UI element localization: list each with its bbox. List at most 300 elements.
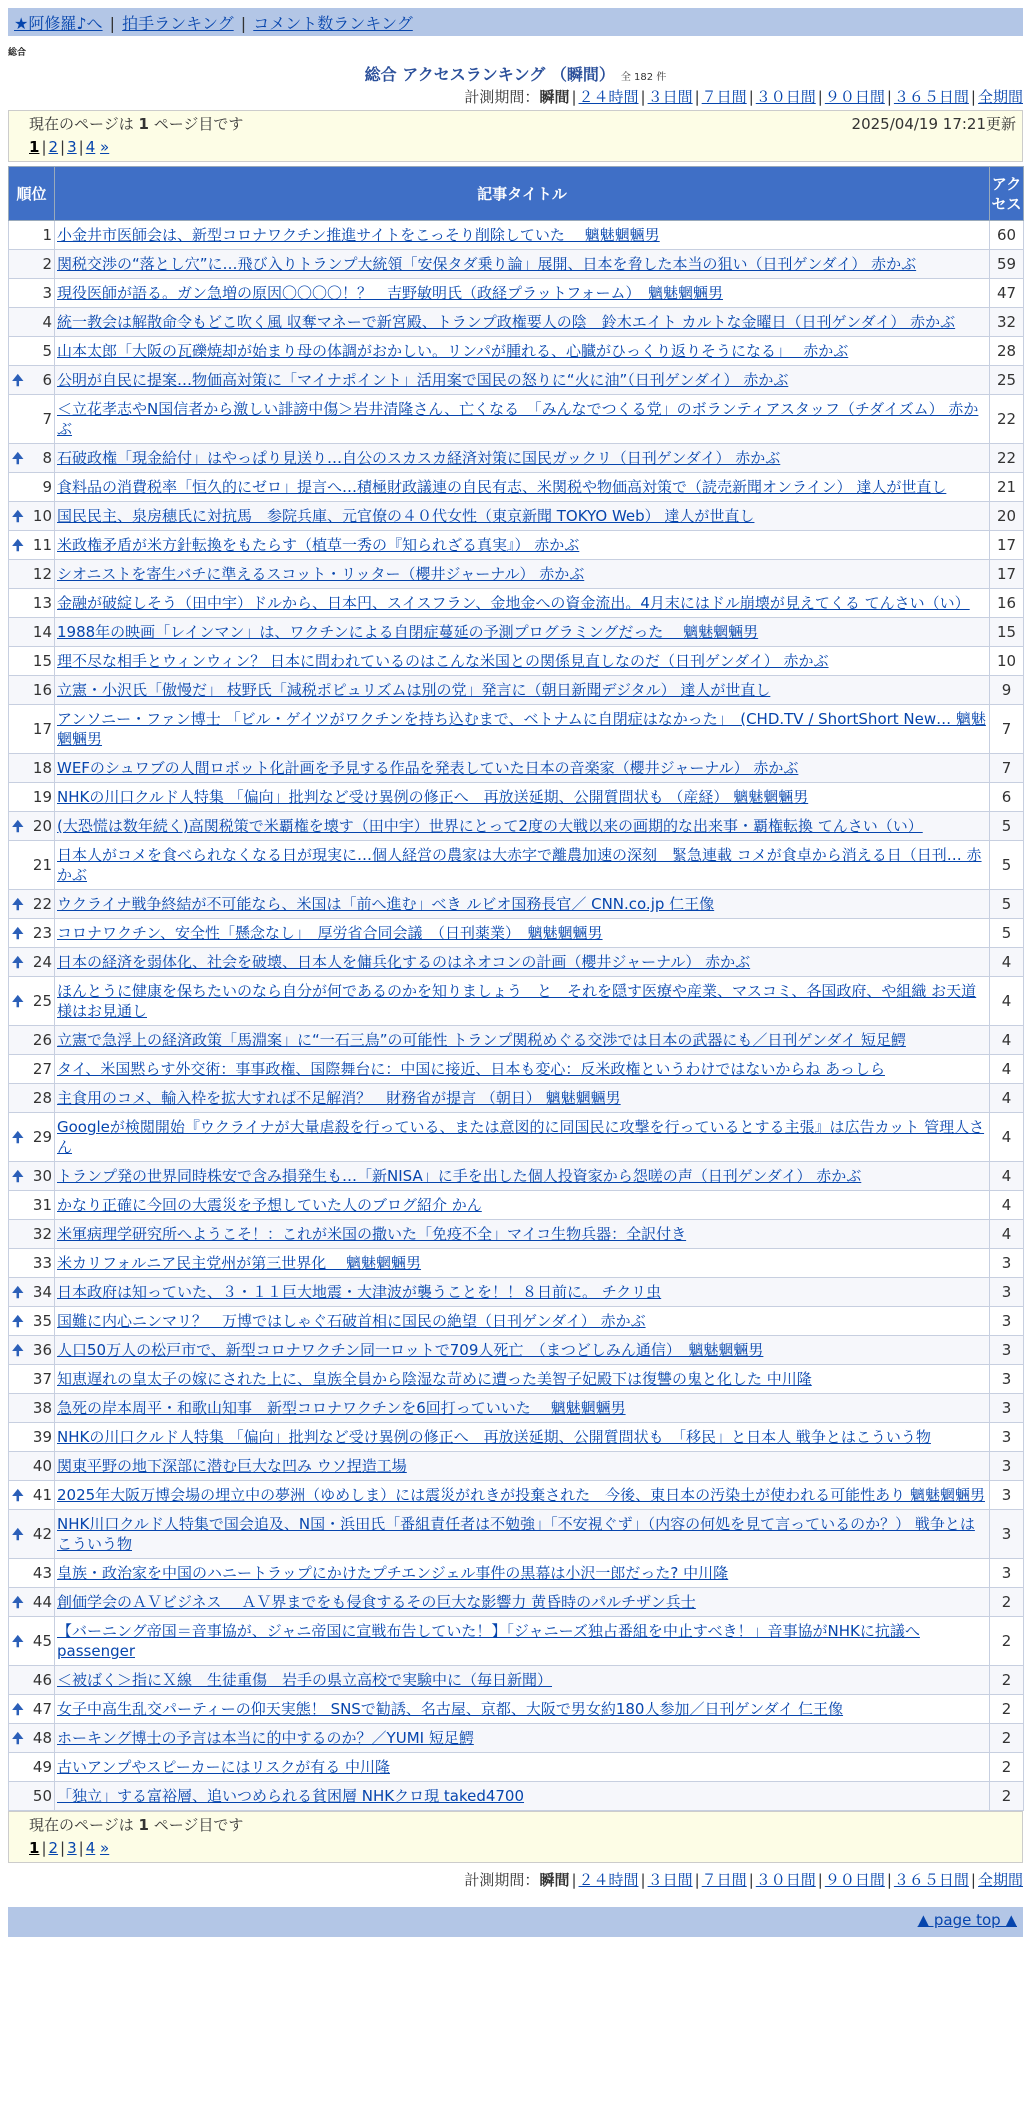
rank-number: 22 — [32, 895, 52, 913]
rank-up-arrow-icon: 🠉 — [12, 897, 24, 913]
article-title-link[interactable]: 日本の経済を弱体化、社会を破壊、日本人を傭兵化するのはネオコンの計画（櫻井ジャーナル） 赤かぶ — [57, 953, 751, 971]
article-title-link[interactable]: Googleが検閲開始『ウクライナが大量虐殺を行っている、または意図的に同国民に攻撃を行っているとする主張』は広告カット 管理人さん — [57, 1118, 985, 1156]
rank-number: 39 — [32, 1428, 52, 1446]
rank-up-arrow-icon: 🠉 — [12, 1527, 24, 1543]
title-cell — [55, 1423, 990, 1452]
title-cell — [55, 531, 990, 560]
access-count: 21 — [990, 473, 1024, 502]
title-cell — [55, 1617, 990, 1666]
article-title-link[interactable]: 2025年大阪万博会場の埋立中の夢洲（ゆめしま）には震災がれきが投棄された 今後、東日本の汚染土が使われる可能性あり 魑魅魍魎男 — [57, 1486, 985, 1504]
page-links — [29, 138, 1016, 156]
page-title: 総合 アクセスランキング （瞬間） — [364, 65, 615, 84]
total-count: 全 182 件 — [620, 72, 667, 83]
rank-up-arrow-icon: 🠉 — [12, 955, 24, 971]
table-row — [9, 337, 1024, 366]
title-cell — [55, 279, 990, 308]
rank-cell — [9, 948, 55, 977]
article-title-link[interactable]: 石破政権「現金給付」はやっぱり見送り…自公のスカスカ経済対策に国民ガックリ（日刊ゲンダイ） 赤かぶ — [57, 449, 781, 467]
rank-cell — [9, 1753, 55, 1782]
page-separator: | — [78, 1839, 84, 1857]
access-count: 5 — [990, 890, 1024, 919]
article-title-link[interactable]: 食料品の消費税率「恒久的にゼロ」提言へ…積極財政議連の自民有志、米関税や物価高対策で（読売新聞オンライン） 達人が世直し — [57, 478, 947, 496]
rank-up-arrow-icon: 🠉 — [12, 1634, 24, 1650]
article-title-link[interactable]: 現役医師が語る。ガン急増の原因〇〇〇〇！？ 吉野敏明氏（政経プラットフォーム） 魑魅魍魎男 — [57, 284, 724, 302]
article-title-link[interactable]: コロナワクチン、安全性「懸念なし」 厚労省合同会議 （日刊薬業） 魑魅魍魎男 — [57, 924, 603, 942]
col-access-header: アクセス — [990, 167, 1024, 221]
title-cell — [55, 1666, 990, 1695]
rank-number: 48 — [32, 1729, 52, 1747]
period-separator: | — [817, 88, 823, 106]
article-title-link[interactable]: 日本政府は知っていた、３・１１巨大地震・大津波が襲うことを！！８日前に。 チクリ虫 — [57, 1283, 662, 1301]
period-separator: | — [571, 1871, 577, 1889]
rank-number: 43 — [32, 1564, 52, 1582]
rank-cell — [9, 1084, 55, 1113]
rank-number: 19 — [32, 788, 52, 806]
access-count: 7 — [990, 705, 1024, 754]
period-link[interactable]: ２４時間 — [578, 88, 639, 106]
table-row — [9, 1588, 1024, 1617]
rank-number: 8 — [42, 449, 52, 467]
rank-cell — [9, 705, 55, 754]
rank-number: 17 — [32, 720, 52, 738]
access-count: 9 — [990, 676, 1024, 705]
access-count: 2 — [990, 1724, 1024, 1753]
page-next-link[interactable]: » — [100, 1839, 110, 1857]
rank-number: 23 — [32, 924, 52, 942]
table-row — [9, 1162, 1024, 1191]
title-cell — [55, 890, 990, 919]
page-links — [29, 1839, 1016, 1857]
title-cell — [55, 1162, 990, 1191]
table-row — [9, 1336, 1024, 1365]
rank-up-arrow-icon: 🠉 — [12, 819, 24, 835]
access-count: 2 — [990, 1753, 1024, 1782]
table-row — [9, 1782, 1024, 1811]
article-title-link[interactable]: 「独立」する富裕層、追いつめられる貧困層 NHKクロ現 taked4700 — [57, 1787, 525, 1805]
rank-cell — [9, 919, 55, 948]
title-cell — [55, 705, 990, 754]
rank-number: 36 — [32, 1341, 52, 1359]
rank-number: 10 — [32, 507, 52, 525]
article-title-link[interactable]: 山本太郎「大阪の瓦礫焼却が始まり母の体調がおかしい。リンパが腫れる、心臓がひっくり返りそうになる」 赤かぶ — [57, 342, 849, 360]
article-title-link[interactable]: ＜立花孝志やN国信者から激しい誹謗中傷＞岩井清隆さん、亡くなる 「みんなでつくる党」のボランティアスタッフ（チダイズム） 赤かぶ — [57, 400, 979, 438]
table-row — [9, 890, 1024, 919]
article-title-link[interactable]: WEFのシュワブの人間ロボット化計画を予見する作品を発表していた日本の音楽家（櫻井ジャーナル） 赤かぶ — [57, 759, 799, 777]
rank-cell — [9, 473, 55, 502]
rank-cell — [9, 531, 55, 560]
period-separator: | — [970, 1871, 976, 1889]
rank-cell — [9, 1724, 55, 1753]
rank-cell — [9, 1559, 55, 1588]
page-top-link[interactable]: ▲ page top ▲ — [917, 1911, 1017, 1929]
access-count: 4 — [990, 1084, 1024, 1113]
access-count: 4 — [990, 1113, 1024, 1162]
table-row — [9, 1055, 1024, 1084]
period-selector-top — [464, 86, 1023, 107]
rank-cell — [9, 1588, 55, 1617]
title-cell — [55, 1510, 990, 1559]
article-title-link[interactable]: ウクライナ戦争終結が不可能なら、米国は「前へ進む」べき ルビオ国務長官／ CNN.co.jp 仁王像 — [57, 895, 715, 913]
period-link[interactable]: ７日間 — [701, 88, 747, 106]
title-cell — [55, 1481, 990, 1510]
rank-up-arrow-icon: 🠉 — [12, 1343, 24, 1359]
period-link[interactable]: ９０日間 — [824, 88, 885, 106]
title-cell — [55, 1724, 990, 1753]
period-link[interactable]: 全期間 — [977, 88, 1023, 106]
top-nav — [8, 8, 1023, 36]
access-count: 47 — [990, 279, 1024, 308]
title-cell — [55, 1782, 990, 1811]
rank-number: 5 — [42, 342, 52, 360]
access-count: 2 — [990, 1782, 1024, 1811]
article-title-link[interactable]: ホーキング博士の予言は本当に的中するのか？／YUMI 短足鰐 — [57, 1729, 474, 1747]
page-link[interactable]: 3 — [67, 138, 77, 156]
access-count: 2 — [990, 1666, 1024, 1695]
title-cell — [55, 1365, 990, 1394]
periods-label: 計測期間： — [464, 1871, 540, 1889]
access-count: 17 — [990, 531, 1024, 560]
article-title-link[interactable]: トランプ発の世界同時株安で含み損発生も…「新NISA」に手を出した個人投資家から怨嗟の声（日刊ゲンダイ） 赤かぶ — [57, 1167, 862, 1185]
article-title-link[interactable]: 公明が自民に提案…物価高対策に「マイナポイント」活用案で国民の怒りに“火に油”（日刊ゲンダイ） 赤かぶ — [57, 371, 789, 389]
article-title-link[interactable]: (大恐慌は数年続く)高関税策で米覇権を壊す（田中宇）世界にとって2度の大戦以来の画期的な出来事・覇権転換 てんさい（い） — [57, 817, 923, 835]
table-row — [9, 1084, 1024, 1113]
period-link[interactable]: ３０日間 — [755, 1871, 816, 1889]
pager-top — [8, 110, 1023, 162]
article-title-link[interactable]: 関東平野の地下深部に潜む巨大な凹み ウソ捏造工場 — [57, 1457, 407, 1475]
rank-cell — [9, 1510, 55, 1559]
rank-number: 46 — [32, 1671, 52, 1689]
table-row — [9, 1666, 1024, 1695]
period-link[interactable]: ３６５日間 — [893, 88, 969, 106]
article-title-link[interactable]: 理不尽な相手とウィンウィン？ 日本に問われているのはこんな米国との関係見直しなのだ（日刊ゲンダイ） 赤かぶ — [57, 652, 829, 670]
access-count: 4 — [990, 1055, 1024, 1084]
rank-cell — [9, 1394, 55, 1423]
table-row — [9, 221, 1024, 250]
period-link[interactable]: ３日間 — [647, 1871, 693, 1889]
period-separator: | — [640, 88, 646, 106]
periods-label: 計測期間： — [464, 88, 540, 106]
access-count: 20 — [990, 502, 1024, 531]
article-title-link[interactable]: NHK川口クルド人特集で国会追及、N国・浜田氏「番組責任者は不勉強」「不安視ぐず」（内容の何処を見て言っているのか？） 戦争とはこういう物 — [57, 1515, 975, 1553]
table-row — [9, 1724, 1024, 1753]
access-count: 6 — [990, 783, 1024, 812]
table-row — [9, 366, 1024, 395]
rank-cell — [9, 560, 55, 589]
rank-up-arrow-icon: 🠉 — [12, 1595, 24, 1611]
updated-timestamp: 2025/04/19 17:21更新 — [851, 115, 1016, 133]
access-count: 3 — [990, 1452, 1024, 1481]
title-cell — [55, 841, 990, 890]
rank-number: 34 — [32, 1283, 52, 1301]
col-rank-header: 順位 — [9, 167, 55, 221]
rank-number: 24 — [32, 953, 52, 971]
title-cell — [55, 1559, 990, 1588]
access-count: 3 — [990, 1559, 1024, 1588]
rank-number: 20 — [32, 817, 52, 835]
access-count: 25 — [990, 366, 1024, 395]
title-cell — [55, 1695, 990, 1724]
page-link[interactable]: 2 — [48, 1839, 59, 1857]
table-row — [9, 1481, 1024, 1510]
ranking-table — [8, 166, 1024, 1811]
rank-cell — [9, 841, 55, 890]
title-cell — [55, 618, 990, 647]
rank-cell — [9, 308, 55, 337]
nav-separator: | — [109, 14, 116, 33]
rank-cell — [9, 618, 55, 647]
period-link[interactable]: 全期間 — [977, 1871, 1023, 1889]
rank-cell — [9, 754, 55, 783]
title-cell — [55, 560, 990, 589]
rank-number: 32 — [32, 1225, 52, 1243]
access-count: 4 — [990, 1220, 1024, 1249]
title-cell — [55, 647, 990, 676]
table-row — [9, 783, 1024, 812]
rank-cell — [9, 1617, 55, 1666]
access-count: 5 — [990, 812, 1024, 841]
rank-number: 18 — [32, 759, 52, 777]
nav-comment-ranking-link[interactable]: コメント数ランキング — [253, 14, 413, 33]
period-separator: | — [694, 1871, 700, 1889]
rank-cell — [9, 1336, 55, 1365]
rank-cell — [9, 279, 55, 308]
article-title-link[interactable]: 日本人がコメを食べられなくなる日が現実に…個人経営の農家は大赤字で離農加速の深刻 緊急連載 コメが食卓から消える日（日刊… 赤かぶ — [57, 846, 982, 884]
period-separator: | — [640, 1871, 646, 1889]
access-count: 4 — [990, 977, 1024, 1026]
article-title-link[interactable]: 国難に内心ニンマリ？ 万博ではしゃぐ石破首相に国民の絶望（日刊ゲンダイ） 赤かぶ — [57, 1312, 646, 1330]
table-row — [9, 308, 1024, 337]
title-cell — [55, 473, 990, 502]
title-cell — [55, 1336, 990, 1365]
rank-number: 29 — [32, 1128, 52, 1146]
rank-cell — [9, 1452, 55, 1481]
page-link[interactable]: 4 — [85, 1839, 96, 1857]
article-title-link[interactable]: 人口50万人の松戸市で、新型コロナワクチン同一ロットで709人死亡 （まつどしみん通信） 魑魅魍魎男 — [57, 1341, 764, 1359]
article-title-link[interactable]: 【バーニング帝国＝音事協が、ジャニ帝国に宣戦布告していた！】「ジャニーズ独占番組を中止すべき！」音事協がNHKに抗議へ passenger — [57, 1622, 920, 1660]
title-cell — [55, 1026, 990, 1055]
table-row — [9, 1365, 1024, 1394]
col-title-header: 記事タイトル — [55, 167, 990, 221]
rank-number: 33 — [32, 1254, 52, 1272]
table-row — [9, 1617, 1024, 1666]
rank-number: 40 — [32, 1457, 52, 1475]
rank-cell — [9, 1220, 55, 1249]
rank-number: 28 — [32, 1089, 52, 1107]
table-row — [9, 705, 1024, 754]
access-count: 5 — [990, 841, 1024, 890]
title-cell — [55, 221, 990, 250]
article-title-link[interactable]: 創価学会のＡＶビジネス ＡＶ界までをも侵食するその巨大な影響力 黄昏時のパルチザン兵士 — [57, 1593, 696, 1611]
table-row — [9, 279, 1024, 308]
rank-number: 45 — [32, 1632, 52, 1650]
page-link[interactable]: 2 — [48, 138, 59, 156]
period-separator: | — [970, 88, 976, 106]
rank-cell — [9, 589, 55, 618]
article-title-link[interactable]: タイ、米国黙らす外交術：事事政権、国際舞台に：中国に接近、日本も変心：反米政権というわけではないからね あっしら — [57, 1060, 885, 1078]
rank-number: 1 — [42, 226, 52, 244]
title-cell — [55, 337, 990, 366]
period-link[interactable]: ９０日間 — [824, 1871, 885, 1889]
period-link[interactable]: ３０日間 — [755, 88, 816, 106]
article-title-link[interactable]: 急死の岸本周平・和歌山知事 新型コロナワクチンを6回打っていいた 魑魅魍魎男 — [57, 1399, 626, 1417]
article-title-link[interactable]: 1988年の映画「レインマン」は、ワクチンによる自閉症蔓延の予測プログラミングだった 魑魅魍魎男 — [57, 623, 759, 641]
page-separator: | — [41, 138, 47, 156]
page-link[interactable]: 3 — [67, 1839, 77, 1857]
period-separator: | — [817, 1871, 823, 1889]
period-separator: | — [571, 88, 577, 106]
period-separator: | — [748, 88, 754, 106]
rank-cell — [9, 783, 55, 812]
page-next-link[interactable]: » — [100, 138, 110, 156]
access-count: 3 — [990, 1336, 1024, 1365]
article-title-link[interactable]: 統一教会は解散命令もどこ吹く風 収奪マネーで新宮殿、トランプ政権要人の陰 鈴木エイト カルトな金曜日（日刊ゲンダイ） 赤かぶ — [57, 313, 956, 331]
period-link[interactable]: ３日間 — [647, 88, 693, 106]
access-count: 28 — [990, 337, 1024, 366]
rank-number: 35 — [32, 1312, 52, 1330]
article-title-link[interactable]: 国民民主、泉房穂氏に対抗馬 参院兵庫、元官僚の４０代女性（東京新聞 TOKYO Web） 達人が世直し — [57, 507, 755, 525]
article-title-link[interactable]: シオニストを寄生バチに準えるスコット・リッター（櫻井ジャーナル） 赤かぶ — [57, 565, 585, 583]
title-cell — [55, 1588, 990, 1617]
table-header-row — [9, 167, 1024, 221]
table-row — [9, 531, 1024, 560]
access-count: 3 — [990, 1278, 1024, 1307]
table-row — [9, 676, 1024, 705]
rank-number: 12 — [32, 565, 52, 583]
article-title-link[interactable]: 知恵遅れの皇太子の嫁にされた上に、皇族全員から陰湿な苛めに遭った美智子妃殿下は復讐の鬼と化した 中川隆 — [57, 1370, 812, 1388]
rank-number: 47 — [32, 1700, 52, 1718]
title-cell — [55, 1113, 990, 1162]
article-title-link[interactable]: NHKの川口クルド人特集 「偏向」批判など受け異例の修正へ 再放送延期、公開質問状も （産経） 魑魅魍魎男 — [57, 788, 809, 806]
access-count: 3 — [990, 1394, 1024, 1423]
article-title-link[interactable]: NHKの川口クルド人特集 「偏向」批判など受け異例の修正へ 再放送延期、公開質問状も 「移民」と日本人 戦争とはこういう物 — [57, 1428, 931, 1446]
rank-cell — [9, 1365, 55, 1394]
table-row — [9, 1278, 1024, 1307]
period-link[interactable]: ２４時間 — [578, 1871, 639, 1889]
title-cell — [55, 948, 990, 977]
rank-up-arrow-icon: 🠉 — [12, 509, 24, 525]
access-count: 3 — [990, 1365, 1024, 1394]
article-title-link[interactable]: 立憲・小沢氏「傲慢だ」 枝野氏「減税ポピュリズムは別の党」発言に（朝日新聞デジタル） 達人が世直し — [57, 681, 771, 699]
table-row — [9, 647, 1024, 676]
rank-number: 30 — [32, 1167, 52, 1185]
table-row — [9, 1113, 1024, 1162]
access-count: 5 — [990, 919, 1024, 948]
rank-number: 42 — [32, 1525, 52, 1543]
article-title-link[interactable]: 小金井市医師会は、新型コロナワクチン推進サイトをこっそり削除していた 魑魅魍魎男 — [57, 226, 660, 244]
rank-number: 26 — [32, 1031, 52, 1049]
access-count: 2 — [990, 1588, 1024, 1617]
title-cell — [55, 812, 990, 841]
rank-up-arrow-icon: 🠉 — [12, 538, 24, 554]
article-title-link[interactable]: 古いアンプやスピーカーにはリスクが有る 中川隆 — [57, 1758, 390, 1776]
page-link[interactable]: 4 — [85, 138, 96, 156]
rank-number: 49 — [32, 1758, 52, 1776]
title-cell — [55, 1452, 990, 1481]
rank-cell — [9, 1782, 55, 1811]
table-row — [9, 1394, 1024, 1423]
period-link[interactable]: ３６５日間 — [893, 1871, 969, 1889]
table-row — [9, 754, 1024, 783]
nav-asyura-link[interactable]: ★阿修羅♪へ — [14, 14, 103, 33]
title-cell — [55, 1220, 990, 1249]
rank-number: 37 — [32, 1370, 52, 1388]
article-title-link[interactable]: 関税交渉の“落とし穴”に…飛び入りトランプ大統領「安保タダ乗り論」展開、日本を脅した本当の狙い（日刊ゲンダイ） 赤かぶ — [57, 255, 917, 273]
rank-number: 44 — [32, 1593, 52, 1611]
page-separator: | — [78, 138, 84, 156]
article-title-link[interactable]: 主食用のコメ、輸入枠を拡大すれば不足解消？ 財務省が提言 （朝日） 魑魅魍魎男 — [57, 1089, 621, 1107]
title-cell — [55, 1278, 990, 1307]
rank-number: 25 — [32, 992, 52, 1010]
article-title-link[interactable]: 立憲で急浮上の経済政策「馬淵案」に“一石三鳥”の可能性 トランプ関税めぐる交渉では日本の武器にも／日刊ゲンダイ 短足鰐 — [57, 1031, 906, 1049]
title-cell — [55, 1394, 990, 1423]
title-cell — [55, 919, 990, 948]
rank-up-arrow-icon: 🠉 — [12, 1169, 24, 1185]
rank-number: 21 — [32, 856, 52, 874]
access-count: 22 — [990, 395, 1024, 444]
page-separator: | — [60, 1839, 66, 1857]
rank-cell — [9, 366, 55, 395]
rank-number: 4 — [42, 313, 52, 331]
page-current: 1 — [29, 1839, 40, 1857]
access-count: 3 — [990, 1249, 1024, 1278]
table-row — [9, 1220, 1024, 1249]
rank-number: 31 — [32, 1196, 52, 1214]
article-title-link[interactable]: ほんとうに健康を保ちたいのなら自分が何であるのかを知りましょう と それを隠す医療や産業、マスコミ、各国政府、や組織 お天道様はお見通し — [57, 982, 977, 1020]
access-count: 32 — [990, 308, 1024, 337]
article-title-link[interactable]: 皇族・政治家を中国のハニートラップにかけたプチエンジェル事件の黒幕は小沢一郎だった? 中川隆 — [57, 1564, 729, 1582]
rank-number: 41 — [32, 1486, 52, 1504]
title-cell — [55, 366, 990, 395]
article-title-link[interactable]: かなり正確に今回の大震災を予想していた人のブログ紹介 かん — [57, 1196, 482, 1214]
period-current: 瞬間 — [539, 88, 570, 106]
table-row — [9, 1191, 1024, 1220]
rank-number: 13 — [32, 594, 52, 612]
table-row — [9, 395, 1024, 444]
article-title-link[interactable]: 米カリフォルニア民主党州が第三世界化 魑魅魍魎男 — [57, 1254, 422, 1272]
article-title-link[interactable]: 米政権矛盾が米方針転換をもたらす（植草一秀の『知られざる真実』） 赤かぶ — [57, 536, 580, 554]
page-separator: | — [60, 138, 66, 156]
pager-bottom — [8, 1811, 1023, 1863]
access-count: 4 — [990, 1162, 1024, 1191]
current-page-text: 現在のページは 1 ページ目です — [29, 1816, 244, 1834]
nav-clap-ranking-link[interactable]: 拍手ランキング — [122, 14, 234, 33]
rank-number: 3 — [42, 284, 52, 302]
table-row — [9, 589, 1024, 618]
title-cell — [55, 754, 990, 783]
table-row — [9, 1753, 1024, 1782]
title-cell — [55, 1249, 990, 1278]
rank-number: 2 — [42, 255, 52, 273]
rank-up-arrow-icon: 🠉 — [12, 1488, 24, 1504]
table-row — [9, 473, 1024, 502]
access-count: 2 — [990, 1617, 1024, 1666]
article-title-link[interactable]: 米軍病理学研究所へようこそ！：これが米国の撒いた「免疫不全」マイコ生物兵器：全訳付き — [57, 1225, 687, 1243]
rank-cell — [9, 1278, 55, 1307]
article-title-link[interactable]: ＜被ばく＞指にＸ線 生徒重傷 岩手の県立高校で実験中に（毎日新聞） — [57, 1671, 553, 1689]
table-row — [9, 1026, 1024, 1055]
rank-cell — [9, 812, 55, 841]
article-title-link[interactable]: アンソニー・ファン博士 「ビル・ゲイツがワクチンを持ち込むまで、ベトナムに自閉症はなかった」 (CHD.TV / ShortShort New… 魑魅魍魎男 — [57, 710, 986, 748]
nav-separator: | — [240, 14, 247, 33]
article-title-link[interactable]: 女子中高生乱交パーティーの仰天実態！ SNSで勧誘、名古屋、京都、大阪で男女約180人参加／日刊ゲンダイ 仁王像 — [57, 1700, 844, 1718]
period-link[interactable]: ７日間 — [701, 1871, 747, 1889]
footer-bar — [8, 1907, 1023, 1937]
table-row — [9, 1510, 1024, 1559]
table-row — [9, 560, 1024, 589]
article-title-link[interactable]: 金融が破綻しそう（田中宇）ドルから、日本円、スイスフラン、金地金への資金流出。4月末にはドル崩壊が見えてくる てんさい（い） — [57, 594, 970, 612]
access-count: 4 — [990, 1026, 1024, 1055]
table-row — [9, 1249, 1024, 1278]
